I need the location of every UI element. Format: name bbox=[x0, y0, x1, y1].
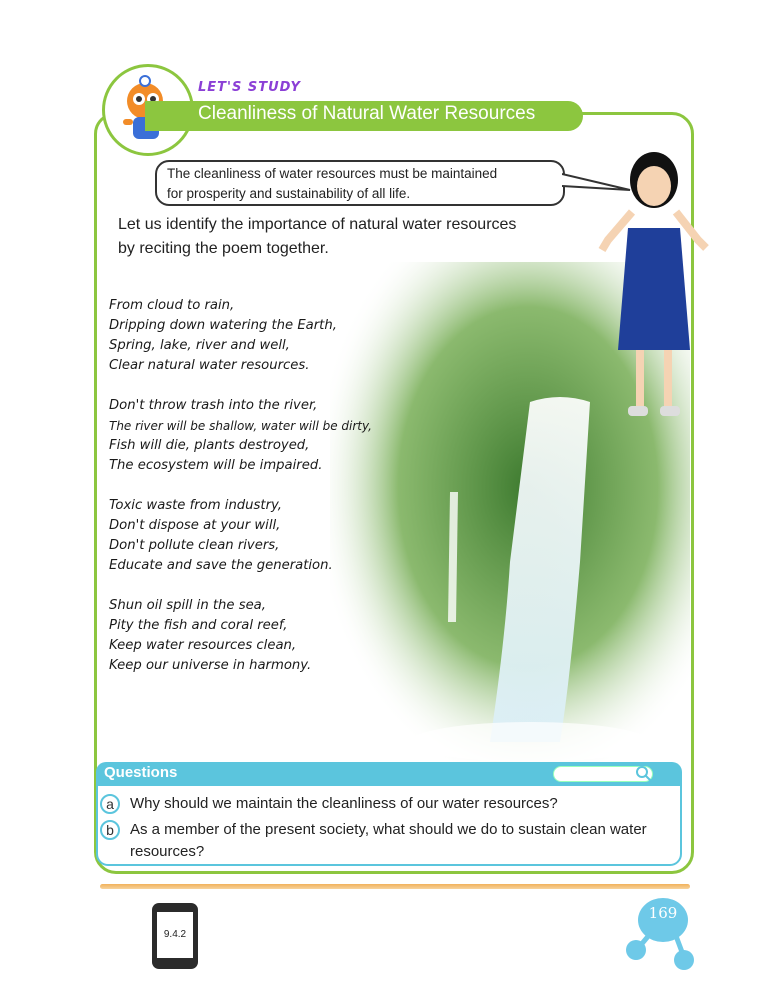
question-text: Why should we maintain the cleanliness of our water resources? bbox=[130, 795, 558, 812]
poem-line: Spring, lake, river and well, bbox=[109, 338, 290, 353]
poem-line: Don't pollute clean rivers, bbox=[109, 538, 280, 553]
poem-line: The ecosystem will be impaired. bbox=[109, 458, 323, 473]
poem-line: Educate and save the generation. bbox=[109, 558, 333, 573]
poem-stanza bbox=[109, 496, 409, 576]
lets-study-label: LET'S STUDY bbox=[198, 80, 301, 95]
poem-stanza bbox=[109, 396, 409, 476]
poem-line: Shun oil spill in the sea, bbox=[109, 598, 266, 613]
footer-divider bbox=[100, 884, 690, 889]
poem bbox=[109, 296, 409, 696]
poem-line: Don't dispose at your will, bbox=[109, 518, 281, 533]
magnifier-icon bbox=[634, 764, 654, 784]
poem-line: Dripping down watering the Earth, bbox=[109, 318, 337, 333]
question-text: As a member of the present society, what should we do to sustain clean water resources? bbox=[130, 821, 647, 860]
poem-stanza bbox=[109, 296, 409, 376]
poem-line: Keep water resources clean, bbox=[109, 638, 297, 653]
poem-line: Toxic waste from industry, bbox=[109, 498, 282, 513]
poem-line: The river will be shallow, water will be dirty, bbox=[109, 419, 372, 433]
device-code: 9.4.2 bbox=[157, 912, 193, 958]
poem-line: From cloud to rain, bbox=[109, 298, 235, 313]
intro-line: Let us identify the importance of natural water resources bbox=[118, 216, 517, 233]
question-label: a bbox=[100, 794, 120, 814]
poem-line: Keep our universe in harmony. bbox=[109, 658, 312, 673]
speech-line: for prosperity and sustainability of all life. bbox=[167, 186, 411, 201]
poem-stanza bbox=[109, 596, 409, 676]
poem-line: Fish will die, plants destroyed, bbox=[109, 438, 310, 453]
questions-title: Questions bbox=[104, 764, 178, 781]
poem-line: Clear natural water resources. bbox=[109, 358, 310, 373]
intro-line: by reciting the poem together. bbox=[118, 240, 329, 257]
speech-line: The cleanliness of water resources must be maintained bbox=[167, 166, 498, 181]
poem-line: Pity the fish and coral reef, bbox=[109, 618, 288, 633]
page-title: Cleanliness of Natural Water Resources bbox=[198, 103, 536, 124]
intro-text bbox=[118, 213, 588, 261]
question-label: b bbox=[100, 820, 120, 840]
speech-bubble bbox=[155, 160, 565, 206]
poem-line: Don't throw trash into the river, bbox=[109, 398, 318, 413]
page-number: 169 bbox=[638, 898, 688, 942]
student-girl-icon bbox=[598, 140, 710, 430]
